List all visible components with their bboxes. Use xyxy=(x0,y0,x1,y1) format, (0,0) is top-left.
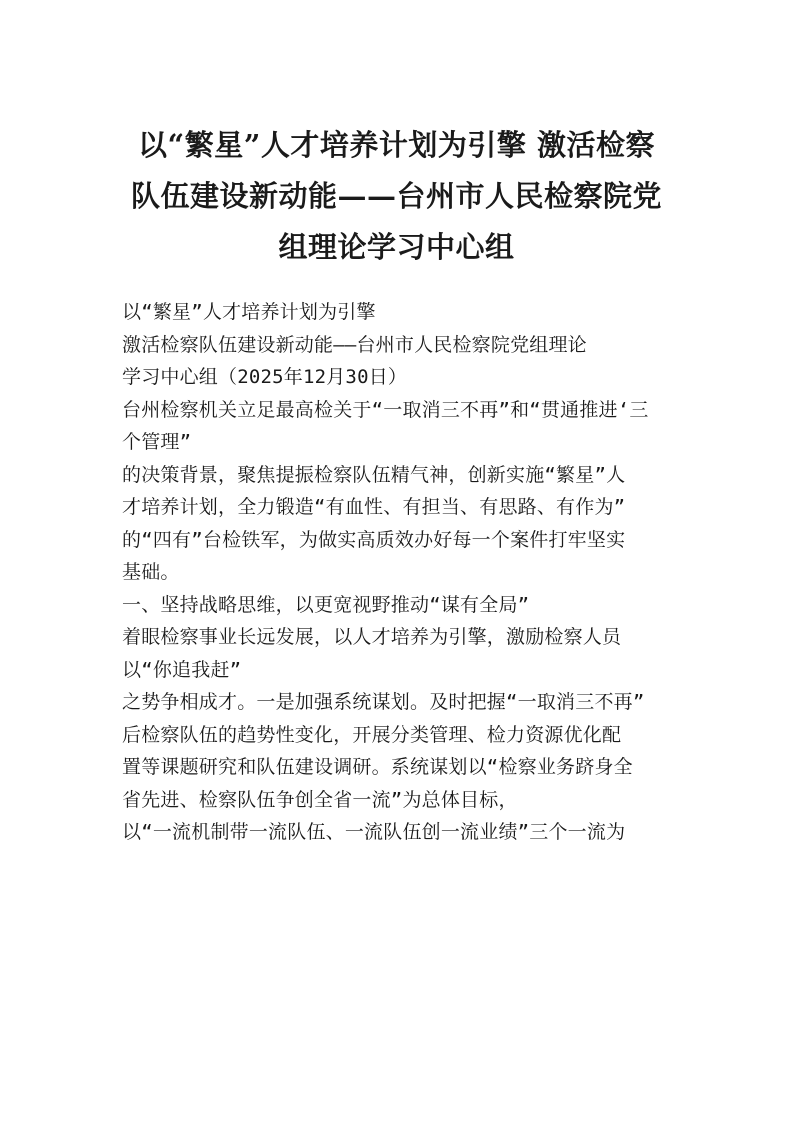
body-line: 的决策背景，聚焦提振检察队伍精气神，创新实施“繁星”人 xyxy=(122,463,626,486)
body-line: 后检察队伍的趋势性变化，开展分类管理、检力资源优化配 xyxy=(122,723,622,746)
section-heading: 一、坚持战略思维，以更宽视野推动“谋有全局” xyxy=(122,593,530,616)
body-line: 之势争相成才。一是加强系统谋划。及时把握“一取消三不再” xyxy=(122,691,645,713)
title-line: 队伍建设新动能——台州市人民检察院党 xyxy=(130,179,662,213)
body-line: 以“一流机制带一流队伍、一流队伍创一流业绩”三个一流为 xyxy=(122,821,626,843)
body-line: 台州检察机关立足最高检关于“一取消三不再”和“贯通推进‘三 xyxy=(122,398,649,421)
body-line: 省先进、检察队伍争创全省一流”为总体目标， xyxy=(122,788,518,811)
body-line: 置等课题研究和队伍建设调研。系统谋划以“检察业务跻身全 xyxy=(122,756,633,778)
body-line: 个管理” xyxy=(122,431,192,453)
body-line: 的“四有”台检铁军，为做实高质效办好每一个案件打牢坚实 xyxy=(122,528,626,551)
body-line: 激活检察队伍建设新动能——台州市人民检察院党组理论 xyxy=(122,333,587,356)
body-line: 着眼检察事业长远发展，以人才培养为引擎，激励检察人员 xyxy=(122,626,622,648)
document-title xyxy=(100,120,693,273)
title-line: 组理论学习中心组 xyxy=(278,230,515,264)
body-line: 以“繁星”人才培养计划为引擎 xyxy=(122,301,376,323)
document-body xyxy=(122,296,682,849)
body-line: 以“你追我赶” xyxy=(122,658,242,681)
body-line: 才培养计划，全力锻造“有血性、有担当、有思路、有作为” xyxy=(122,496,626,518)
title-line: 以“繁星”人才培养计划为引擎 激活检察 xyxy=(138,128,655,162)
body-line: 基础。 xyxy=(122,561,180,583)
body-line: 学习中心组（2025年12月30日） xyxy=(122,366,408,388)
